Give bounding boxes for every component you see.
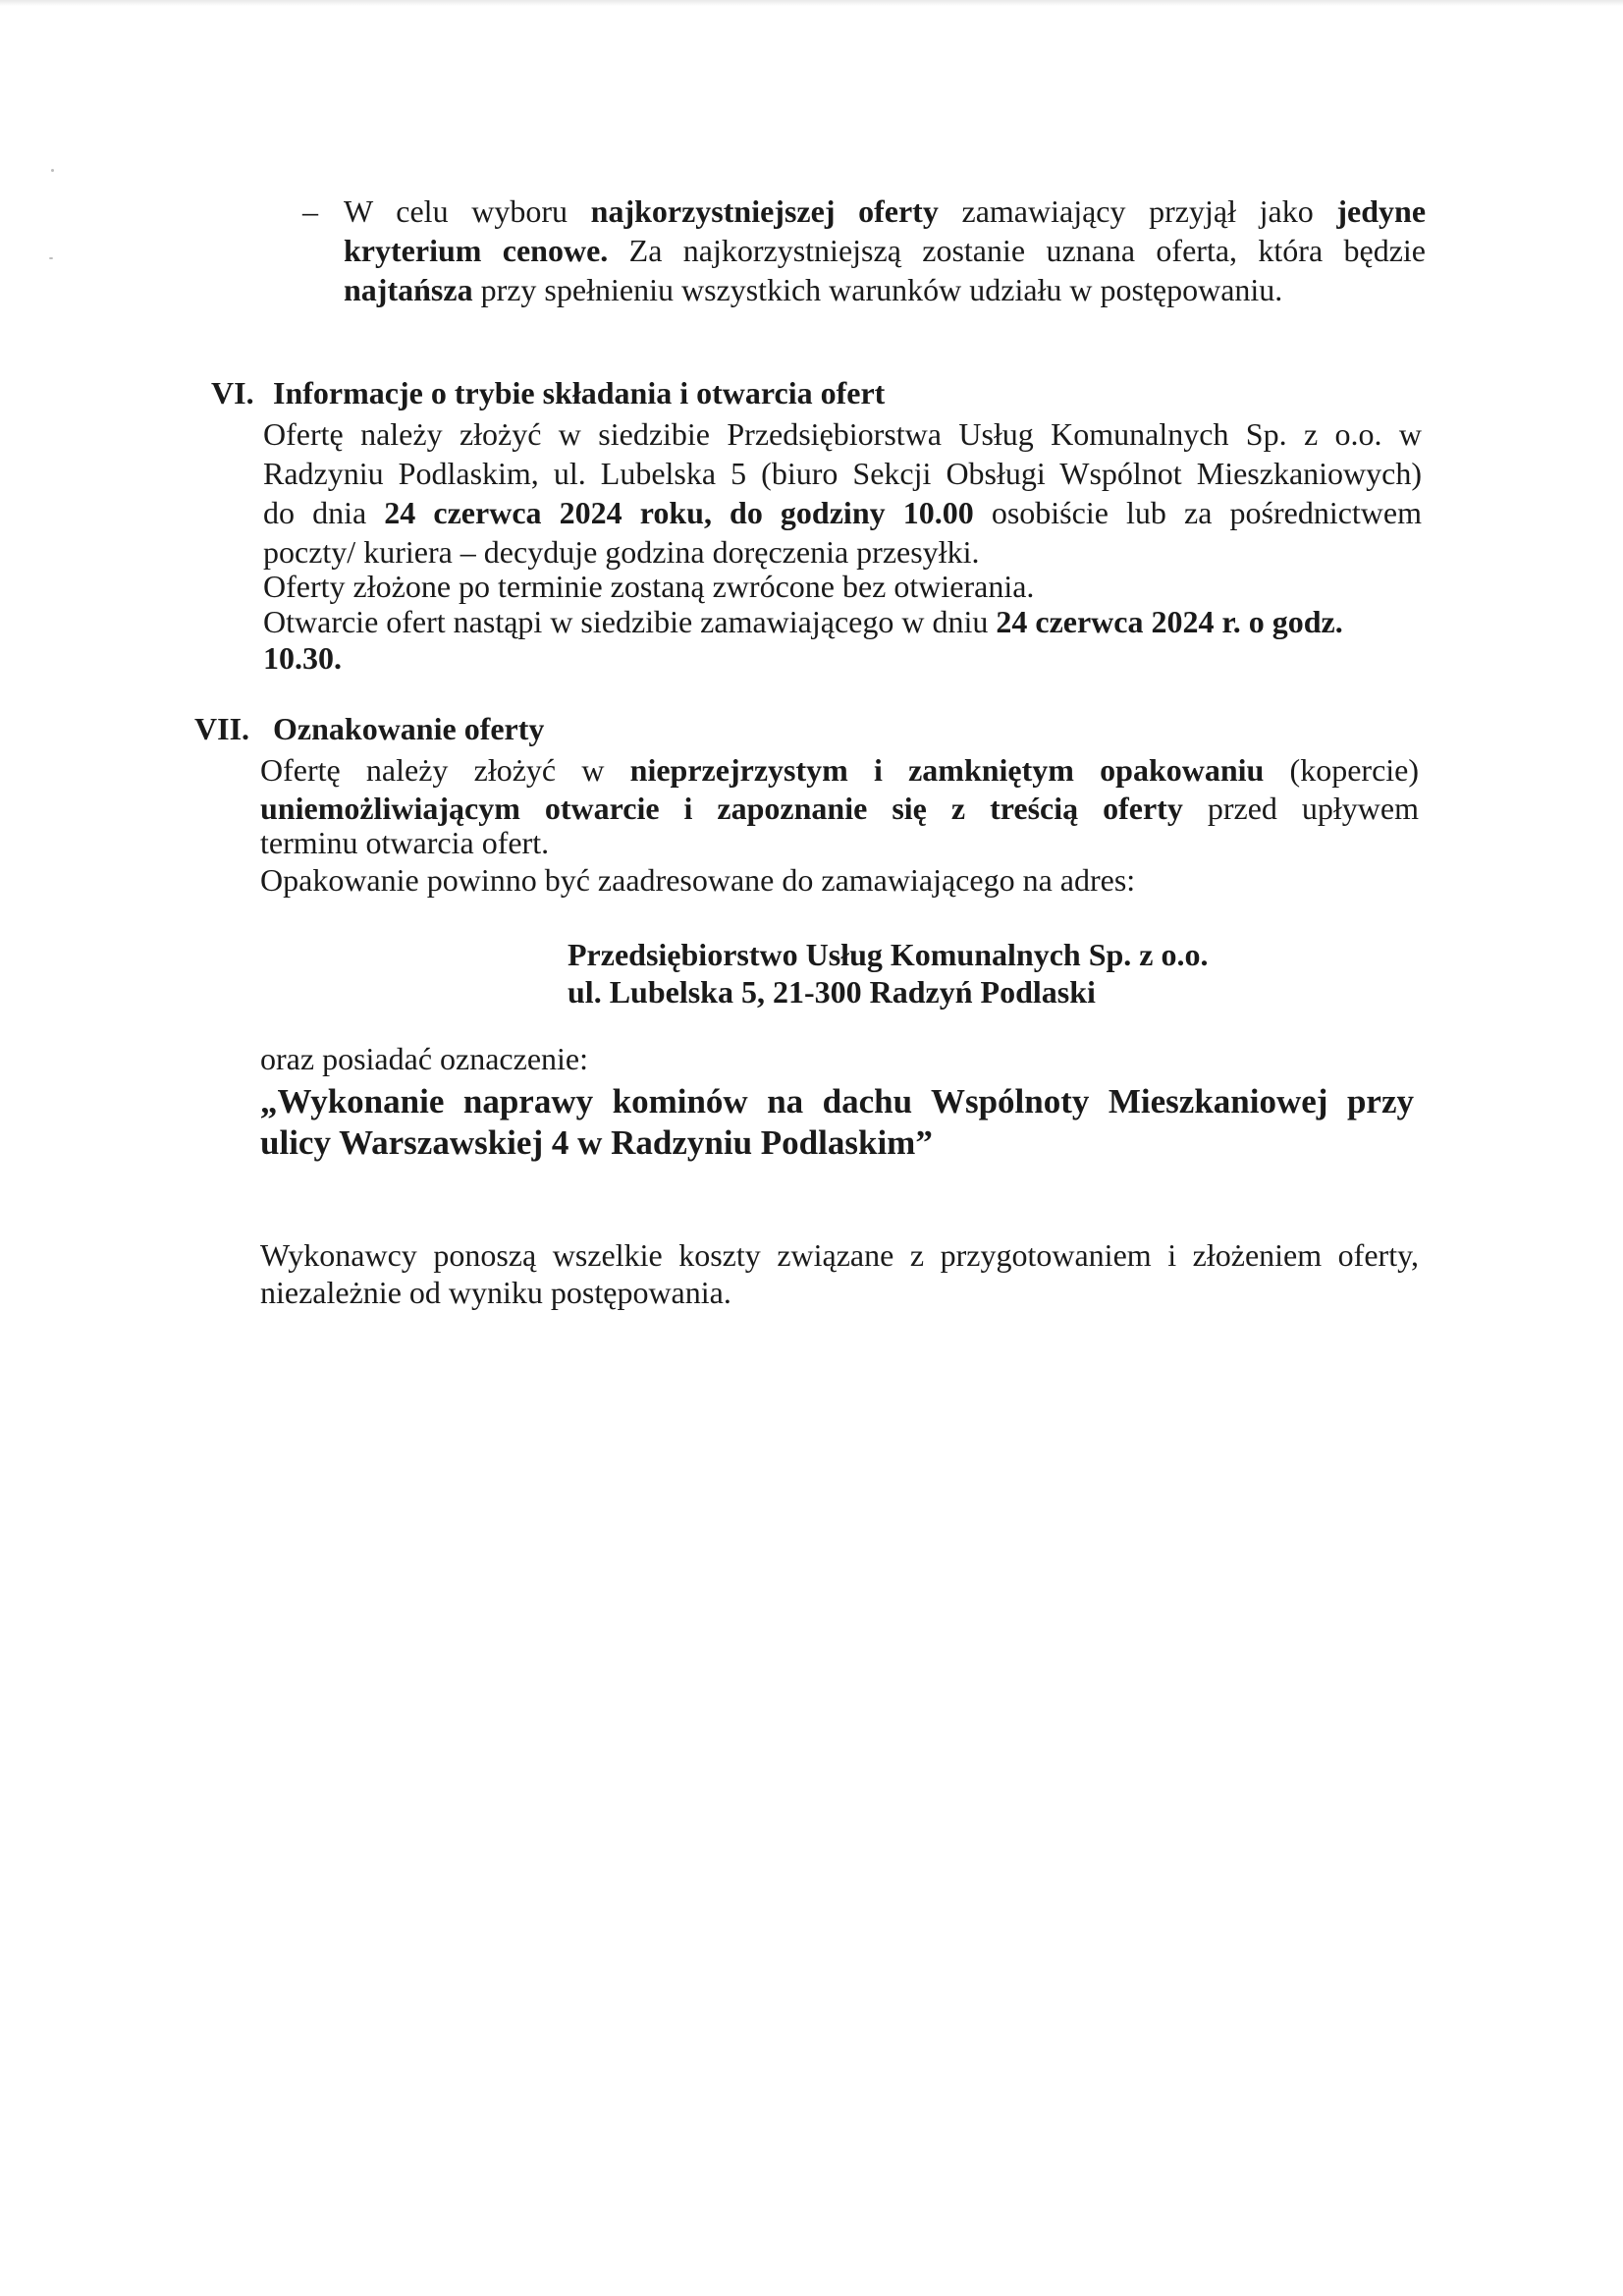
section-7-line-1	[260, 750, 1419, 790]
section-7-line-3: terminu otwarcia ofert.	[260, 825, 550, 860]
bold-text: nieprzejrzystym i zamkniętym opakowaniu	[629, 752, 1265, 788]
criterion-dash: –	[302, 193, 318, 229]
text: Otwarcie ofert nastąpi w siedzibie zamawiającego w dniu	[263, 604, 997, 639]
section-7-number: VII.	[194, 711, 250, 746]
text: przy spełnieniu wszystkich warunków udziału w postępowaniu.	[472, 272, 1283, 307]
section-6-line-5: Oferty złożone po terminie zostaną zwrócone bez otwierania.	[263, 569, 1035, 604]
marking-title-line-2: ulicy Warszawskiej 4 w Radzyniu Podlaskim”	[260, 1123, 933, 1162]
text: zamawiający przyjął jako	[938, 193, 1337, 229]
text: do dnia	[263, 495, 385, 530]
section-6-line-3	[263, 493, 1422, 532]
scan-speck	[51, 169, 54, 172]
text: Za najkorzystniejszą zostanie uznana oferta, która będzie	[608, 233, 1426, 268]
section-6-line-2: Radzyniu Podlaskim, ul. Lubelska 5 (biuro Sekcji Obsługi Wspólnot Mieszkaniowych)	[263, 456, 1422, 491]
costs-line-1: Wykonawcy ponoszą wszelkie koszty związane z przygotowaniem i złożeniem oferty,	[260, 1237, 1419, 1273]
bold-text: jedyne	[1336, 193, 1427, 229]
criterion-line-3	[344, 270, 1282, 309]
text: (kopercie)	[1264, 752, 1420, 788]
bold-text: 24 czerwca 2024 roku, do godziny 10.00	[384, 495, 974, 530]
section-6-line-4: poczty/ kuriera – decyduje godzina doręczenia przesyłki.	[263, 534, 980, 570]
section-7-line-2	[260, 789, 1419, 828]
marking-label: oraz posiadać oznaczenie:	[260, 1041, 589, 1076]
costs-line-2: niezależnie od wyniku postępowania.	[260, 1275, 731, 1310]
section-6-line-6	[263, 602, 1343, 641]
text: przed upływem	[1182, 791, 1420, 826]
bold-text: uniemożliwiającym otwarcie i zapoznanie się z treścią oferty	[260, 791, 1183, 826]
section-7-heading: Oznakowanie oferty	[273, 711, 545, 746]
text: osobiście lub za pośrednictwem	[973, 495, 1423, 530]
section-6-line-7: 10.30.	[263, 640, 342, 676]
marking-title-line-1: „Wykonanie naprawy kominów na dachu Wspólnoty Mieszkaniowej przy	[260, 1082, 1414, 1121]
address-line-2: ul. Lubelska 5, 21-300 Radzyń Podlaski	[568, 974, 1096, 1010]
bold-text: 24 czerwca 2024 r. o godz.	[996, 604, 1343, 639]
section-6-number: VI.	[211, 375, 254, 410]
text: W celu wyboru	[344, 193, 591, 229]
section-6-heading: Informacje o trybie składania i otwarcia ofert	[273, 375, 886, 410]
bold-text: kryterium cenowe.	[344, 233, 609, 268]
scan-edge	[0, 0, 1623, 6]
bold-text: najkorzystniejszej oferty	[590, 193, 939, 229]
address-line-1: Przedsiębiorstwo Usług Komunalnych Sp. z o.o.	[568, 937, 1209, 972]
bold-text: najtańsza	[344, 272, 473, 307]
section-7-line-4: Opakowanie powinno być zaadresowane do zamawiającego na adres:	[260, 862, 1136, 898]
criterion-line-2	[344, 231, 1426, 270]
criterion-line-1	[344, 191, 1426, 231]
text: Ofertę należy złożyć w	[260, 752, 630, 788]
section-6-line-1: Ofertę należy złożyć w siedzibie Przedsiębiorstwa Usług Komunalnych Sp. z o.o. w	[263, 416, 1422, 452]
scan-speck	[49, 257, 53, 259]
